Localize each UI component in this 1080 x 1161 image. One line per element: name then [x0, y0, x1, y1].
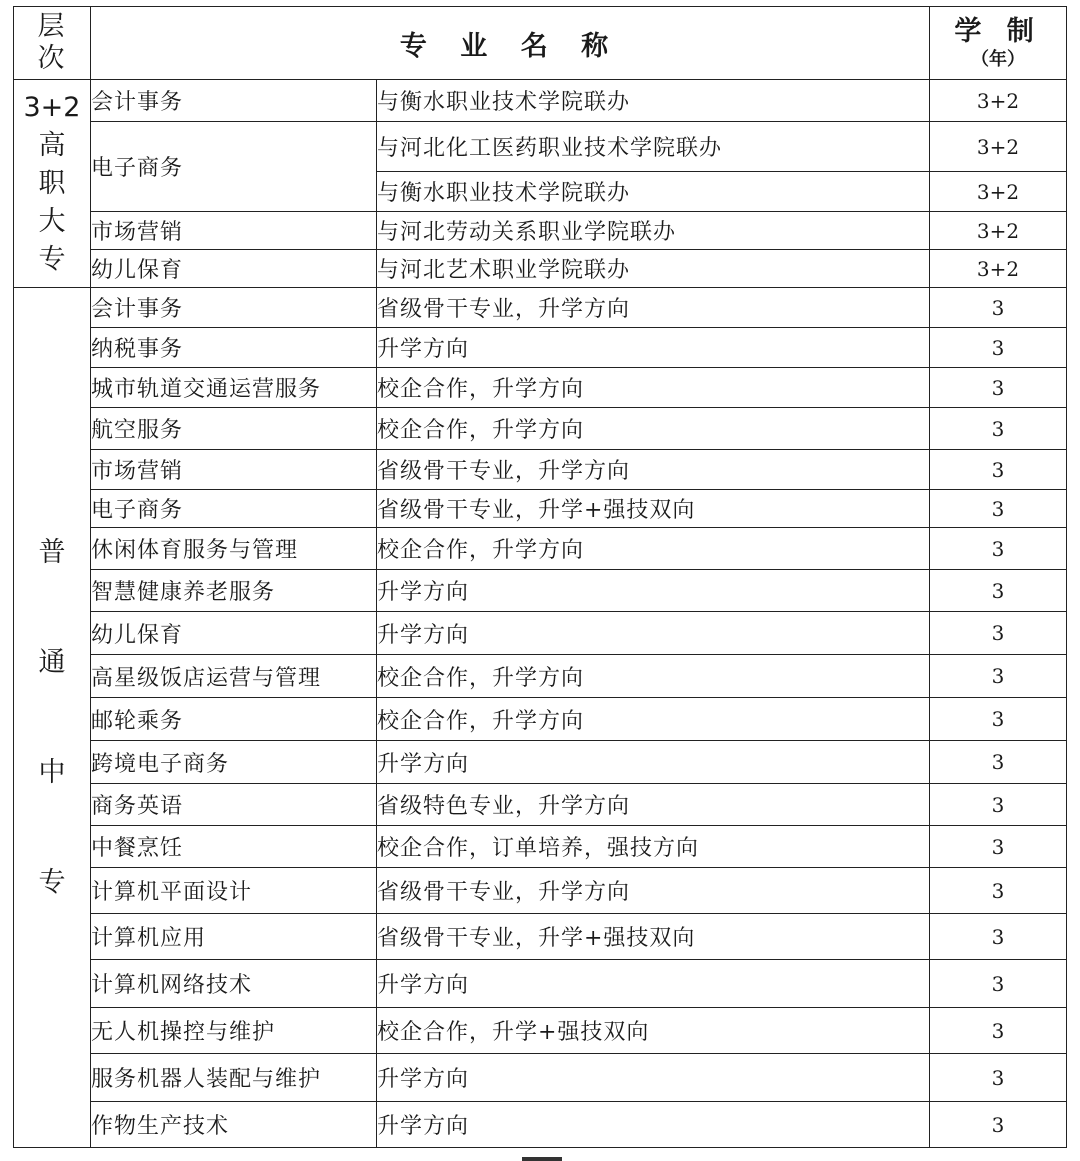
table-row — [14, 1054, 1067, 1102]
major-note: 校企合作，订单培养，强技方向 — [377, 826, 930, 868]
table-row — [14, 80, 1067, 122]
major-years: 3 — [930, 490, 1067, 528]
level-text: 高 — [38, 129, 66, 161]
major-years: 3 — [930, 914, 1067, 960]
major-note: 省级骨干专业，升学方向 — [377, 868, 930, 914]
table-row — [14, 655, 1067, 698]
major-note: 升学方向 — [377, 741, 930, 784]
majors-table — [13, 6, 1067, 1148]
major-name: 纳税事务 — [91, 328, 377, 368]
major-note: 校企合作，升学方向 — [377, 698, 930, 741]
major-years: 3+2 — [930, 122, 1067, 172]
major-name-header: 专 业 名 称 — [91, 7, 930, 80]
table-row — [14, 250, 1067, 288]
level-header — [14, 7, 91, 80]
major-years: 3 — [930, 1102, 1067, 1148]
major-note: 升学方向 — [377, 328, 930, 368]
table-row — [14, 826, 1067, 868]
major-note: 升学方向 — [377, 612, 930, 655]
level-text: 中 — [38, 756, 66, 788]
table-row — [14, 490, 1067, 528]
major-note: 校企合作，升学方向 — [377, 368, 930, 408]
level-text: 职 — [38, 167, 66, 199]
level-text: 通 — [38, 646, 66, 678]
level-text: 大 — [38, 205, 66, 237]
major-note: 与河北劳动关系职业学院联办 — [377, 212, 930, 250]
bottom-edge-mark — [522, 1157, 562, 1161]
table-row — [14, 698, 1067, 741]
major-note: 升学方向 — [377, 1102, 930, 1148]
table-row — [14, 328, 1067, 368]
table-row — [14, 450, 1067, 490]
major-name: 电子商务 — [91, 490, 377, 528]
years-header — [930, 7, 1067, 80]
major-note: 升学方向 — [377, 960, 930, 1008]
major-note: 校企合作，升学+强技双向 — [377, 1008, 930, 1054]
major-note: 与衡水职业技术学院联办 — [377, 172, 930, 212]
level-text: 3+2 — [23, 91, 81, 123]
major-years: 3 — [930, 450, 1067, 490]
major-name: 幼儿保育 — [91, 612, 377, 655]
major-years: 3 — [930, 698, 1067, 741]
major-name: 航空服务 — [91, 408, 377, 450]
major-name: 计算机应用 — [91, 914, 377, 960]
level-header-line1: 层 — [37, 11, 67, 42]
major-years: 3 — [930, 868, 1067, 914]
header-row — [14, 7, 1067, 80]
major-note: 与河北化工医药职业技术学院联办 — [377, 122, 930, 172]
major-name: 商务英语 — [91, 784, 377, 826]
major-name: 高星级饭店运营与管理 — [91, 655, 377, 698]
table-row — [14, 914, 1067, 960]
table-row — [14, 1008, 1067, 1054]
level-text: 专 — [38, 243, 66, 275]
major-years: 3 — [930, 408, 1067, 450]
major-years: 3 — [930, 960, 1067, 1008]
table-row — [14, 612, 1067, 655]
major-name: 智慧健康养老服务 — [91, 570, 377, 612]
major-note: 升学方向 — [377, 1054, 930, 1102]
major-years: 3 — [930, 1008, 1067, 1054]
years-header-label: 学 制 — [954, 16, 1042, 47]
major-note: 校企合作，升学方向 — [377, 655, 930, 698]
major-years: 3 — [930, 1054, 1067, 1102]
major-note: 省级特色专业，升学方向 — [377, 784, 930, 826]
major-years: 3 — [930, 826, 1067, 868]
table-row — [14, 408, 1067, 450]
table-row — [14, 368, 1067, 408]
major-name: 会计事务 — [91, 288, 377, 328]
major-years: 3+2 — [930, 172, 1067, 212]
major-name: 无人机操控与维护 — [91, 1008, 377, 1054]
table-row — [14, 868, 1067, 914]
major-note: 与衡水职业技术学院联办 — [377, 80, 930, 122]
level-text: 专 — [38, 866, 66, 898]
major-note: 与河北艺术职业学院联办 — [377, 250, 930, 288]
level-cell-secondary-vocational — [14, 288, 91, 1148]
major-note: 省级骨干专业，升学+强技双向 — [377, 490, 930, 528]
major-name: 幼儿保育 — [91, 250, 377, 288]
major-years: 3+2 — [930, 80, 1067, 122]
major-name: 作物生产技术 — [91, 1102, 377, 1148]
table-row — [14, 122, 1067, 172]
table-row — [14, 528, 1067, 570]
major-note: 校企合作，升学方向 — [377, 408, 930, 450]
major-years: 3 — [930, 288, 1067, 328]
major-years: 3 — [930, 741, 1067, 784]
major-name: 计算机平面设计 — [91, 868, 377, 914]
major-years: 3+2 — [930, 250, 1067, 288]
years-header-unit: （年） — [971, 49, 1026, 70]
level-header-line2: 次 — [37, 43, 67, 74]
table-row — [14, 212, 1067, 250]
major-name: 市场营销 — [91, 450, 377, 490]
major-name: 邮轮乘务 — [91, 698, 377, 741]
major-name: 中餐烹饪 — [91, 826, 377, 868]
table-row — [14, 570, 1067, 612]
major-note: 校企合作，升学方向 — [377, 528, 930, 570]
major-name: 跨境电子商务 — [91, 741, 377, 784]
major-name: 服务机器人装配与维护 — [91, 1054, 377, 1102]
major-note: 省级骨干专业，升学方向 — [377, 450, 930, 490]
major-name: 会计事务 — [91, 80, 377, 122]
major-years: 3 — [930, 328, 1067, 368]
table-row — [14, 288, 1067, 328]
table-row — [14, 1102, 1067, 1148]
major-years: 3 — [930, 655, 1067, 698]
major-years: 3 — [930, 570, 1067, 612]
major-name: 电子商务 — [91, 122, 377, 212]
major-note: 省级骨干专业，升学方向 — [377, 288, 930, 328]
major-years: 3 — [930, 368, 1067, 408]
major-name: 市场营销 — [91, 212, 377, 250]
table-row — [14, 741, 1067, 784]
level-cell-higher-vocational — [14, 80, 91, 288]
major-note: 升学方向 — [377, 570, 930, 612]
major-name: 计算机网络技术 — [91, 960, 377, 1008]
major-name: 休闲体育服务与管理 — [91, 528, 377, 570]
major-years: 3 — [930, 784, 1067, 826]
major-years: 3 — [930, 612, 1067, 655]
table-row — [14, 784, 1067, 826]
major-note: 省级骨干专业，升学+强技双向 — [377, 914, 930, 960]
level-text: 普 — [38, 536, 66, 568]
major-years: 3+2 — [930, 212, 1067, 250]
table-row — [14, 960, 1067, 1008]
major-name: 城市轨道交通运营服务 — [91, 368, 377, 408]
major-years: 3 — [930, 528, 1067, 570]
